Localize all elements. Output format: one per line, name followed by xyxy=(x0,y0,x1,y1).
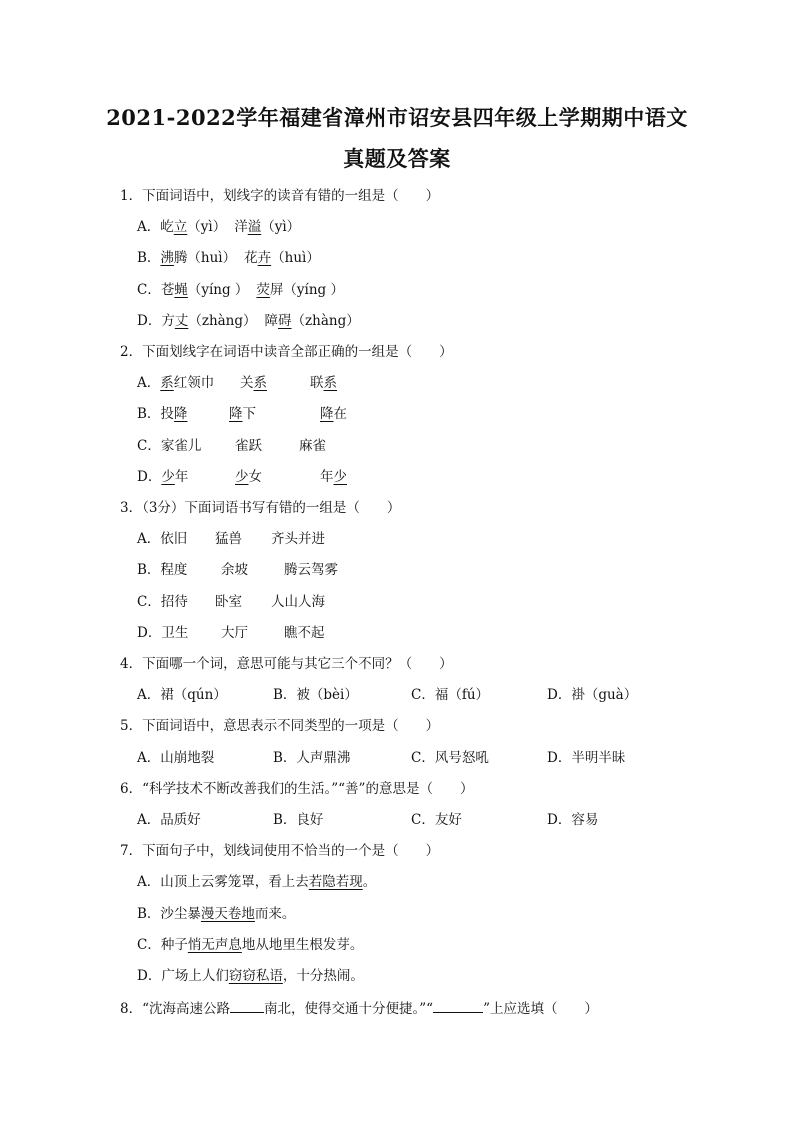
question-6-option-c: C．友好 xyxy=(411,812,462,828)
question-4-option-d: D．褂（guà） xyxy=(547,687,638,703)
question-6-option-a: A．品质好 xyxy=(137,812,201,828)
question-7-option-a: A．山顶上云雾笼罩，看上去若隐若现。 xyxy=(137,874,377,890)
question-5-stem: 5．下面词语中，意思表示不同类型的一项是（ ） xyxy=(120,718,440,734)
question-6-stem: 6．“科学技术不断改善我们的生活。”“善”的意思是（ ） xyxy=(120,781,474,797)
question-2-option-b: B．投降 降下 降在 xyxy=(137,406,347,422)
question-7-option-d: D．广场上人们窃窃私语，十分热闹。 xyxy=(137,968,364,984)
question-5-option-c: C．风号怒吼 xyxy=(411,750,489,766)
question-4-stem: 4．下面哪一个词，意思可能与其它三个不同？（ ） xyxy=(120,656,453,672)
question-4-option-a: A．裙（qún） xyxy=(137,687,227,703)
question-5-option-d: D．半明半昧 xyxy=(547,750,626,766)
question-1-option-a: A．屹立（yì） 洋溢（yì） xyxy=(137,219,301,235)
question-7-option-b: B．沙尘暴漫天卷地而来。 xyxy=(137,906,296,922)
document-title-line2: 真题及答案 xyxy=(343,146,451,171)
question-5-option-a: A．山崩地裂 xyxy=(137,750,215,766)
question-5-option-b: B．人声鼎沸 xyxy=(273,750,351,766)
question-2-stem: 2．下面划线字在词语中读音全部正确的一组是（ ） xyxy=(120,344,453,360)
question-7-stem: 7．下面句子中，划线词使用不恰当的一个是（ ） xyxy=(120,843,440,859)
question-3-option-c: C．招待 卧室 人山人海 xyxy=(137,594,325,610)
fill-blank xyxy=(230,998,264,1013)
question-1-option-c: C．苍蝇（yíng ） 荧屏（yíng ） xyxy=(137,282,344,298)
question-3-stem: 3．（3分）下面词语书写有错的一组是（ ） xyxy=(120,500,401,516)
question-3-option-d: D．卫生 大厅 瞧不起 xyxy=(137,625,325,641)
question-4-option-b: B．被（bèi） xyxy=(273,687,358,703)
question-1-stem: 1．下面词语中，划线字的读音有错的一组是（ ） xyxy=(120,188,440,204)
fill-blank-quoted xyxy=(433,998,483,1013)
question-7-option-c: C．种子悄无声息地从地里生根发芽。 xyxy=(137,937,364,953)
question-3-option-b: B．程度 余坡 腾云驾雾 xyxy=(137,562,338,578)
document-title-line1: 2021-2022学年福建省漳州市诏安县四年级上学期期中语文 xyxy=(106,105,688,130)
question-8-stem: 8．“沈海高速公路 南北，使得交通十分便捷。”“ ”上应选填（ ） xyxy=(120,998,598,1018)
question-2-option-c: C．家雀儿 雀跃 麻雀 xyxy=(137,438,326,454)
question-1-option-d: D．方丈（zhàng） 障碍（zhàng） xyxy=(137,313,360,329)
question-3-option-a: A．依旧 猛兽 齐头并进 xyxy=(137,531,325,547)
question-6-option-b: B．良好 xyxy=(273,812,324,828)
question-1-option-b: B．沸腾（huì） 花卉（huì） xyxy=(137,250,320,266)
question-2-option-a: A．系红领巾 关系 联系 xyxy=(137,375,337,391)
question-4-option-c: C．福（fú） xyxy=(411,687,490,703)
question-6-option-d: D．容易 xyxy=(547,812,599,828)
question-2-option-d: D．少年 少女 年少 xyxy=(137,469,347,485)
